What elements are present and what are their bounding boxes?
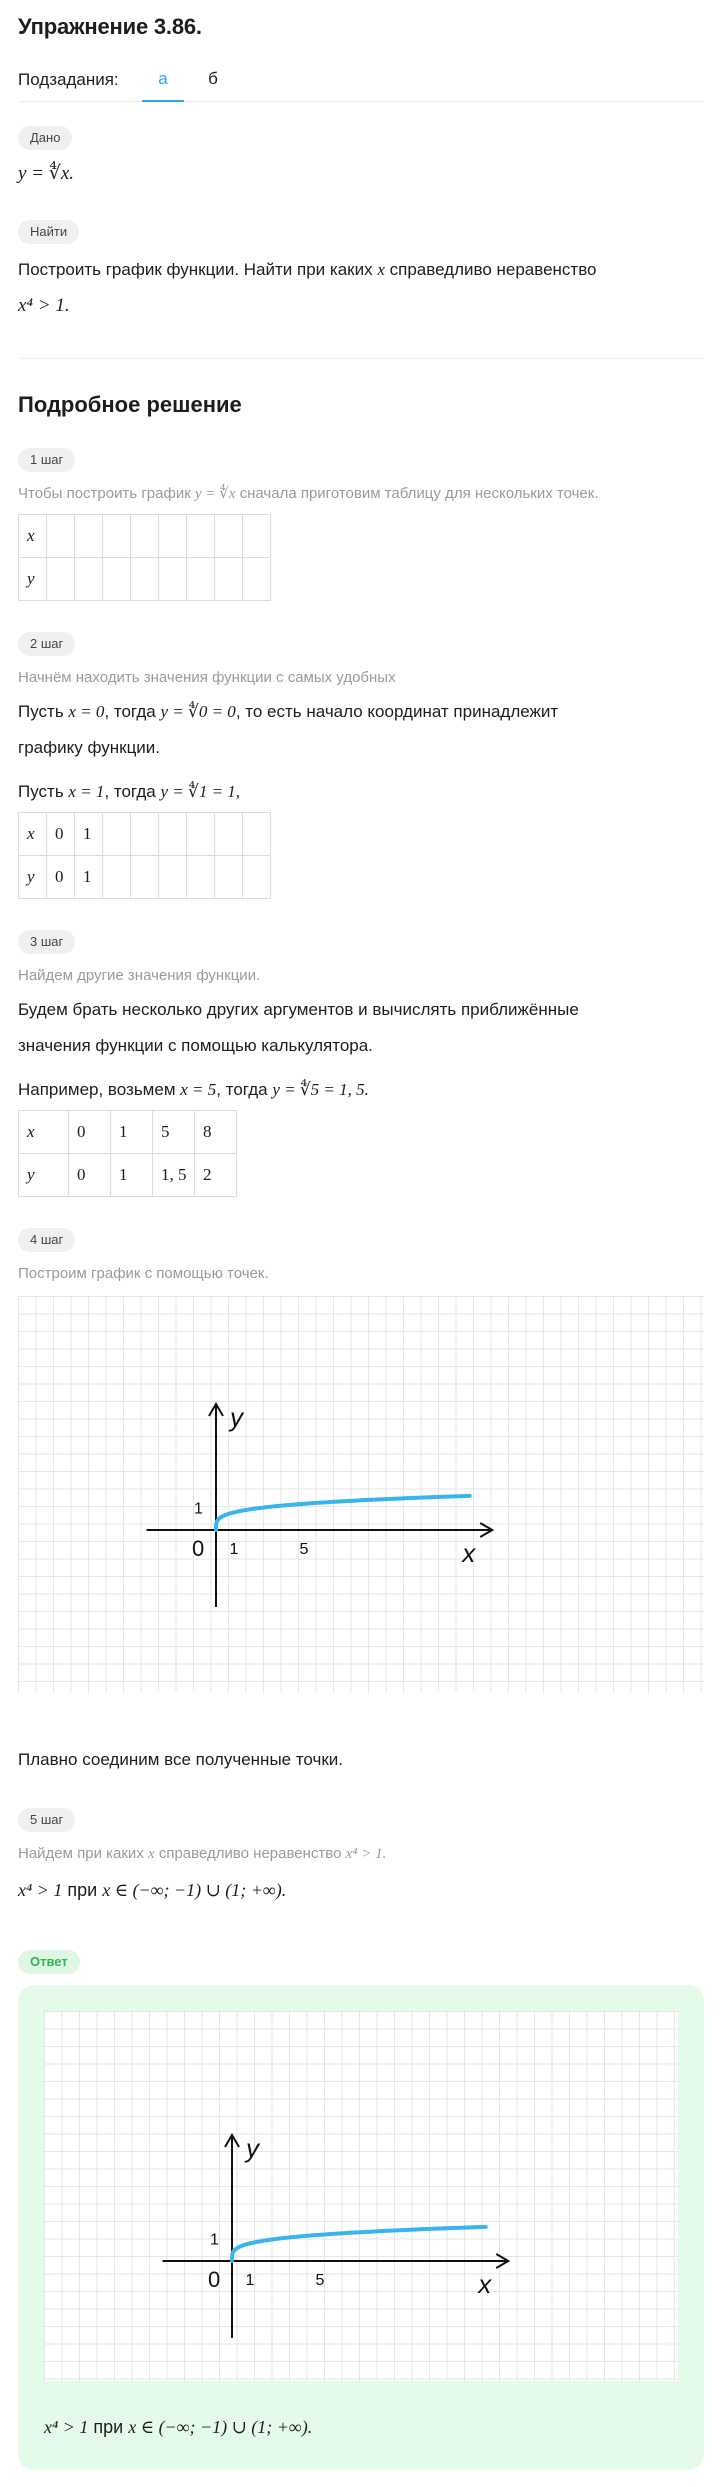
origin-label: 0 [208,2267,221,2292]
step1-table [18,514,271,601]
step3-hint: Найдем другие значения функции. [18,967,261,984]
y-axis-label: y [230,1402,243,1432]
step2-table [18,812,271,899]
answer-pill: Ответ [18,1950,80,1974]
tick-label-x1: 1 [229,1541,239,1558]
table-row [19,558,271,601]
tick-label-x5: 5 [299,1541,309,1558]
tick-label-x1: 1 [245,2272,255,2289]
answer-box [18,1985,704,2470]
step3-line1: Будем брать несколько других аргументов и вычислять приближённые [18,1000,579,1019]
table-row [19,515,271,558]
table-row: x 0 1 5 8 [19,1111,237,1154]
step4-after: Плавно соединим все полученные точки. [18,1750,344,1769]
find-pill: Найти [18,220,79,244]
graph-chart [18,1296,704,1692]
step2-hint: Начнём находить значения функции с самых удобных [18,669,396,686]
y-axis-label: y [246,2133,259,2163]
table-cell: x [19,515,47,558]
step4-pill: 4 шаг [18,1228,75,1252]
table-cell: y [19,558,47,601]
given-pill: Дано [18,126,72,150]
answer-graph-chart [44,2011,678,2381]
x-axis-label: x [462,1538,476,1568]
step5-hint: Найдем при каких x справедливо неравенство x⁴ > 1. [18,1845,387,1862]
step4-hint: Построим график с помощью точек. [18,1265,269,1282]
tick-label-y1: 1 [194,1500,203,1518]
solution-title: Подробное решение [18,392,242,417]
table-row: x 0 1 [19,813,271,856]
tick-label-y1: 1 [210,2231,219,2249]
graph-grid [18,1296,704,1692]
page-title: Упражнение 3.86. [18,14,202,39]
step3-pill: 3 шаг [18,930,75,954]
function-curve [232,2227,486,2261]
origin-label: 0 [192,1536,205,1561]
x-axis-label: x [478,2269,492,2299]
find-text: Построить график функции. Найти при каких x справедливо неравенство [18,260,597,279]
step2-line2: графику функции. [18,738,161,757]
step3-line3: Например, возьмем x = 5, тогда y = ∜5 = 1, 5. [18,1080,369,1099]
table-row: y 0 1 [19,856,271,899]
step2-line1: Пусть x = 0, тогда y = ∜0 = 0, то есть начало координат принадлежит [18,702,559,721]
step3-line2: значения функции с помощью калькулятора. [18,1036,373,1055]
step2-pill: 2 шаг [18,632,75,656]
step2-line3: Пусть x = 1, тогда y = ∜1 = 1, [18,782,241,801]
subtasks-bar [18,66,704,102]
step3-table [18,1110,237,1197]
step5-result: x⁴ > 1 при x ∈ (−∞; −1) ∪ (1; +∞). [18,1880,287,1900]
find-formula: x⁴ > 1. [18,295,70,316]
subtasks-label: Подзадания: [18,70,119,89]
function-curve [216,1496,470,1530]
tick-label-x5: 5 [315,2272,325,2289]
divider [18,358,704,359]
step5-pill: 5 шаг [18,1808,75,1832]
step1-hint: Чтобы построить график y = ∜x сначала приготовим таблицу для нескольких точек. [18,485,599,502]
tab-a[interactable]: а [142,66,184,102]
given-formula: y = ∜x. [18,163,75,184]
tab-b[interactable]: б [208,69,218,88]
answer-graph-grid [44,2011,678,2381]
table-row: y 0 1 1, 5 2 [19,1154,237,1197]
answer-result: x⁴ > 1 при x ∈ (−∞; −1) ∪ (1; +∞). [44,2417,313,2437]
step1-pill: 1 шаг [18,448,75,472]
